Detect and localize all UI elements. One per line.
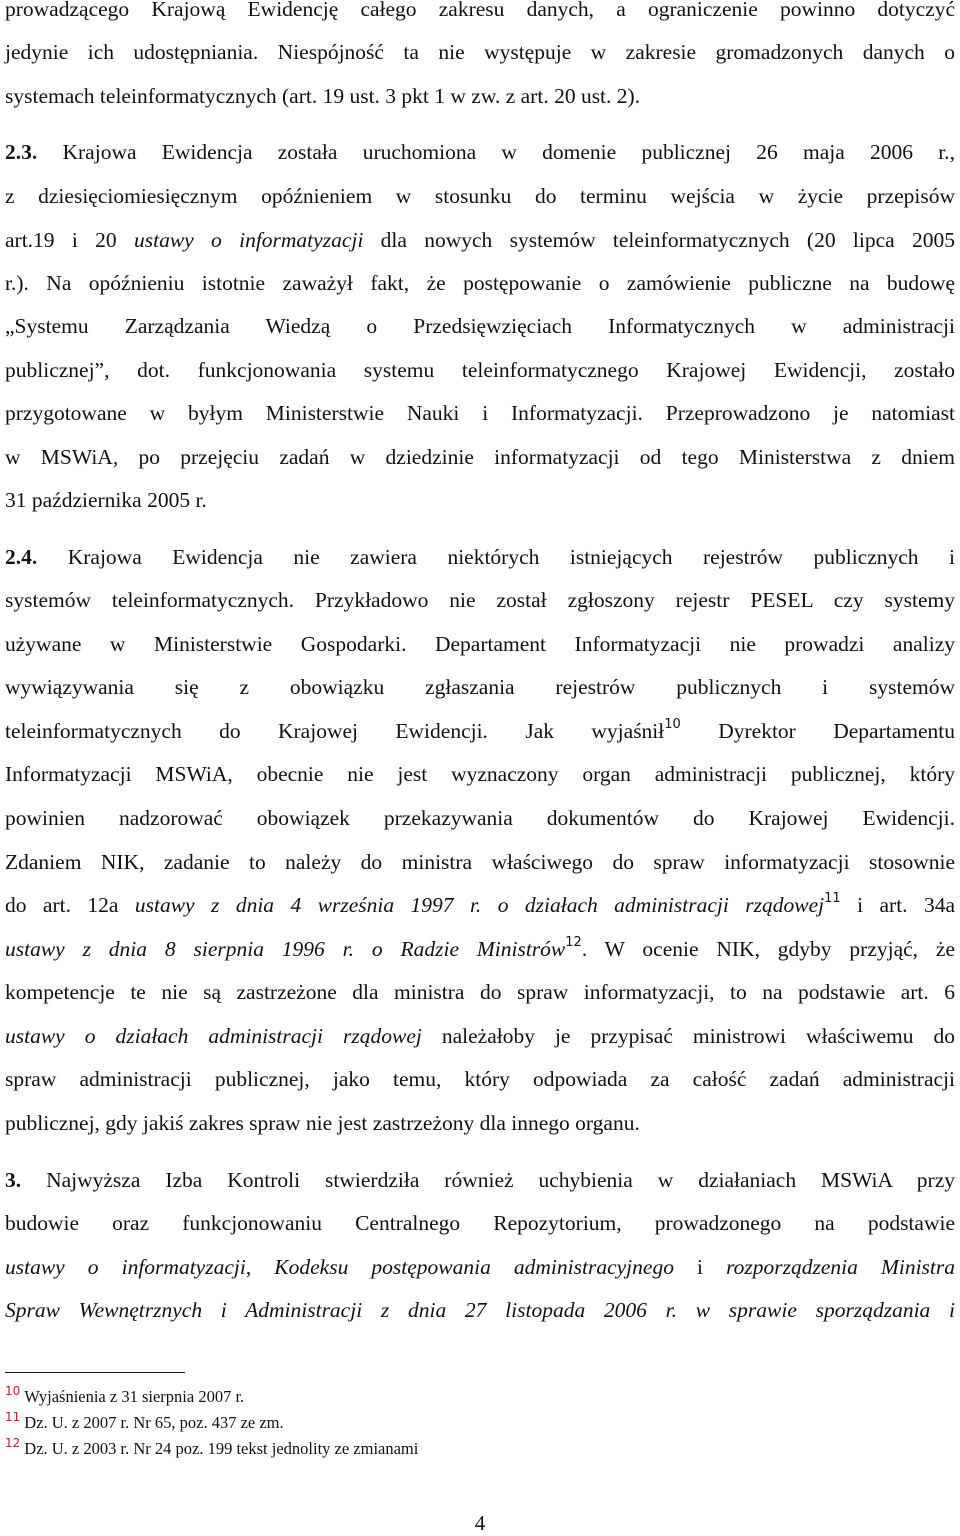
footnote-12	[5, 1436, 419, 1459]
text-line: publicznej, gdy jakiś zakres spraw nie jest zastrzeżony dla innego organu.	[5, 1111, 640, 1135]
act-title: ustawy o działach administracji rządowej	[5, 1024, 422, 1048]
section-number: 2.4.	[5, 545, 38, 569]
text-line: systemów teleinformatycznych. Przykładowo nie został zgłoszony rejestr PESEL czy systemy	[5, 588, 955, 612]
footnote-number: 12	[5, 1436, 21, 1450]
text-line: ustawy z dnia 8 sierpnia 1996 r. o Radzie Ministrów$^{12}$. W ocenie NIK, gdyby przyjąć, że	[5, 935, 955, 961]
text-line: z dziesięciomiesięcznym opóźnieniem w stosunku do terminu wejścia w życie przepisów	[5, 184, 955, 208]
text-line: przygotowane w byłym Ministerstwie Nauki i Informatyzacji. Przeprowadzono je natomiast	[5, 401, 955, 425]
text-line: spraw administracji publicznej, jako temu, który odpowiada za całość zadań administracji	[5, 1067, 955, 1091]
footnote-ref: 12	[565, 935, 582, 950]
text-line: powinien nadzorować obowiązek przekazywania dokumentów do Krajowej Ewidencji.	[5, 806, 955, 830]
text-line: w MSWiA, po przejęciu zadań w dziedzinie informatyzacji od tego Ministerstwa z dniem	[5, 445, 955, 469]
text-line: ustawy o działach administracji rządowej należałoby je przypisać ministrowi właściwemu do	[5, 1024, 955, 1048]
text-line: 2.4. Krajowa Ewidencja nie zawiera niektórych istniejących rejestrów publicznych i	[5, 545, 955, 569]
text-line: kompetencje te nie są zastrzeżone dla ministra do spraw informatyzacji, to na podstawie art. 6	[5, 980, 955, 1004]
footnote-11	[5, 1410, 284, 1433]
act-title: ustawy o informatyzacji	[133, 228, 364, 252]
footnote-10	[5, 1384, 245, 1407]
text-line: jedynie ich udostępniania. Niespójność ta nie występuje w zakresie gromadzonych danych o	[5, 40, 955, 64]
act-title: ustawy z dnia 4 września 1997 r. o działach administracji rządowej	[134, 893, 825, 917]
text-line: używane w Ministerstwie Gospodarki. Departament Informatyzacji nie prowadzi analizy	[5, 632, 955, 656]
footnote-text: Dz. U. z 2003 r. Nr 24 poz. 199 tekst jednolity ze zmianami	[24, 1439, 419, 1458]
footnote-ref: 10	[664, 717, 681, 732]
text-line: 31 października 2005 r.	[5, 488, 207, 512]
footnote-separator	[5, 1372, 185, 1373]
footnote-number: 10	[5, 1384, 21, 1398]
act-title: ustawy z dnia 8 sierpnia 1996 r. o Radzie Ministrów	[5, 937, 566, 961]
text-line: do art. 12a ustawy z dnia 4 września 1997 r. o działach administracji rządowej$^{11}$ i art. 34a	[5, 891, 956, 917]
text-line: ustawy o informatyzacji, Kodeksu postępowania administracyjnego i rozporządzenia Ministra	[5, 1255, 956, 1279]
text-line: wywiązywania się z obowiązku zgłaszania rejestrów publicznych i systemów	[5, 675, 955, 699]
section-number: 3.	[5, 1168, 22, 1192]
page-number: 4	[474, 1511, 486, 1535]
text-line: systemach teleinformatycznych (art. 19 ust. 3 pkt 1 w zw. z art. 20 ust. 2).	[5, 84, 641, 108]
text-line: 3. Najwyższa Izba Kontroli stwierdziła również uchybienia w działaniach MSWiA przy	[5, 1168, 955, 1192]
text-line: budowie oraz funkcjonowaniu Centralnego Repozytorium, prowadzonego na podstawie	[5, 1211, 955, 1235]
text-line: 2.3. Krajowa Ewidencja została uruchomiona w domenie publicznej 26 maja 2006 r.,	[5, 140, 955, 164]
text-line: prowadzącego Krajową Ewidencję całego zakresu danych, a ograniczenie powinno dotyczyć	[5, 0, 955, 21]
text-line: Spraw Wewnętrznych i Administracji z dnia 27 listopada 2006 r. w sprawie sporządzania i	[5, 1298, 955, 1322]
footnote-text: Dz. U. z 2007 r. Nr 65, poz. 437 ze zm.	[24, 1413, 284, 1432]
text-line: „Systemu Zarządzania Wiedzą o Przedsięwzięciach Informatycznych w administracji	[5, 314, 955, 338]
text-line: Informatyzacji MSWiA, obecnie nie jest wyznaczony organ administracji publicznej, który	[5, 762, 955, 786]
text-line: r.). Na opóźnieniu istotnie zaważył fakt, że postępowanie o zamówienie publiczne na budowę	[5, 271, 955, 295]
footnote-text: Wyjaśnienia z 31 sierpnia 2007 r.	[24, 1387, 245, 1406]
section-number: 2.3.	[5, 140, 38, 164]
footnote-number: 11	[5, 1410, 21, 1424]
text-line: art.19 i 20 ustawy o informatyzacji dla nowych systemów teleinformatycznych (20 lipca 2005	[5, 228, 955, 252]
footnote-ref: 11	[824, 891, 841, 906]
text-line: publicznej”, dot. funkcjonowania systemu teleinformatycznego Krajowej Ewidencji, zostało	[5, 358, 955, 382]
text-line: teleinformatycznych do Krajowej Ewidencji. Jak wyjaśnił$^{10}$ Dyrektor Departamentu	[5, 717, 956, 743]
text-line: Zdaniem NIK, zadanie to należy do ministra właściwego do spraw informatyzacji stosownie	[5, 850, 955, 874]
